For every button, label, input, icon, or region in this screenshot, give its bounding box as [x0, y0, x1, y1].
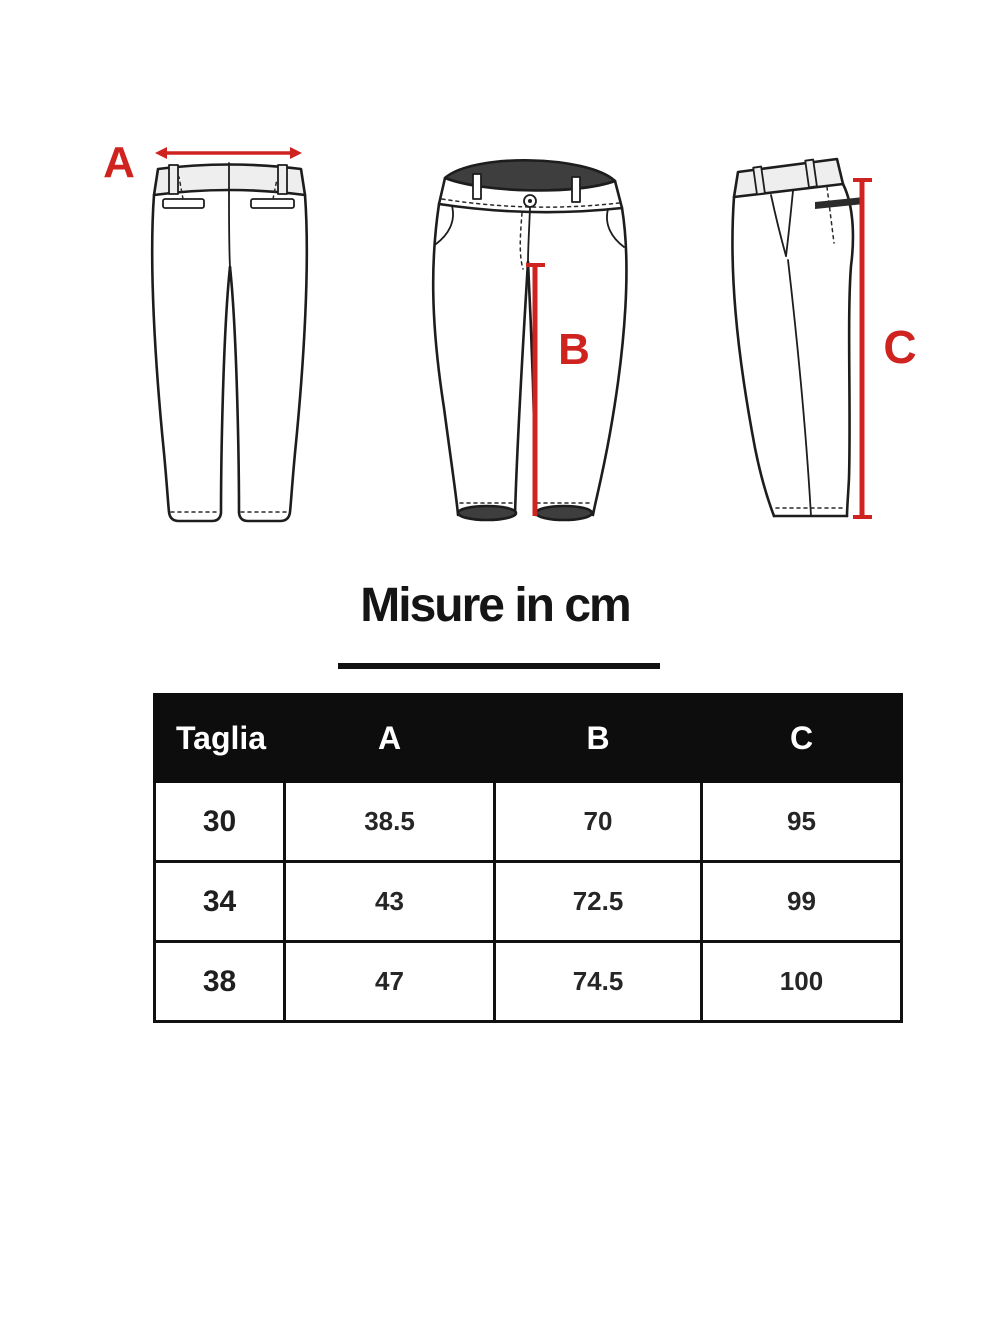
belt-loop	[278, 165, 287, 194]
size-table	[153, 693, 903, 1023]
header-c: C	[702, 695, 902, 782]
measure-a-value: 38.5	[285, 782, 495, 862]
pants-front-drawing	[433, 160, 626, 520]
front-pocket	[607, 209, 624, 247]
belt-loop	[473, 174, 481, 199]
front-dart	[771, 195, 786, 256]
header-a: A	[285, 695, 495, 782]
back-pocket-welt	[163, 199, 204, 208]
measurement-label-c: C	[883, 321, 917, 373]
belt-loop	[169, 165, 178, 194]
measurement-line-c	[853, 180, 872, 517]
measure-c-value: 99	[702, 862, 902, 942]
belt-loop	[572, 177, 580, 202]
front-left-inner-seam	[515, 262, 528, 515]
side-back-seam	[843, 184, 853, 516]
center-back-seam	[229, 193, 230, 267]
pants-side-drawing	[732, 159, 864, 516]
hem-cuff-dark	[458, 506, 516, 520]
measurement-arrow-a	[155, 147, 302, 159]
measure-b-value: 74.5	[495, 942, 702, 1022]
measure-c-value: 95	[702, 782, 902, 862]
button-hole	[528, 199, 532, 203]
pants-front-view	[425, 143, 637, 535]
hem-cuff-dark	[536, 506, 592, 520]
title-underline	[338, 663, 660, 669]
table-header-row	[155, 695, 902, 782]
front-right-outer-seam	[593, 208, 626, 515]
header-b: B	[495, 695, 702, 782]
header-taglia: Taglia	[155, 695, 285, 782]
measure-a-value: 47	[285, 942, 495, 1022]
measurement-label-b: B	[558, 325, 590, 374]
fly-stitch	[520, 213, 523, 269]
pants-back-drawing	[152, 163, 307, 521]
measure-b-value: 72.5	[495, 862, 702, 942]
pants-back-view	[95, 133, 320, 533]
side-front-seam	[732, 197, 774, 516]
page-title: Misure in cm	[360, 579, 630, 632]
pants-side-view	[725, 148, 925, 538]
leg-crease	[788, 260, 811, 516]
table-row	[155, 862, 902, 942]
pocket-stitch	[827, 187, 834, 243]
table-row	[155, 782, 902, 862]
size-value: 30	[155, 782, 285, 862]
back-pocket-welt	[815, 197, 864, 209]
measurement-label-a: A	[103, 138, 135, 187]
table-row	[155, 942, 902, 1022]
measure-c-value: 100	[702, 942, 902, 1022]
front-dart	[786, 191, 793, 256]
size-value: 34	[155, 862, 285, 942]
back-left-leg	[152, 195, 230, 521]
front-rise-seam	[528, 208, 530, 262]
front-left-outer-seam	[433, 204, 458, 515]
back-right-leg	[230, 195, 307, 521]
size-value: 38	[155, 942, 285, 1022]
measure-b-value: 70	[495, 782, 702, 862]
back-pocket-welt	[251, 199, 294, 208]
measure-a-value: 43	[285, 862, 495, 942]
side-waistband	[734, 159, 843, 197]
